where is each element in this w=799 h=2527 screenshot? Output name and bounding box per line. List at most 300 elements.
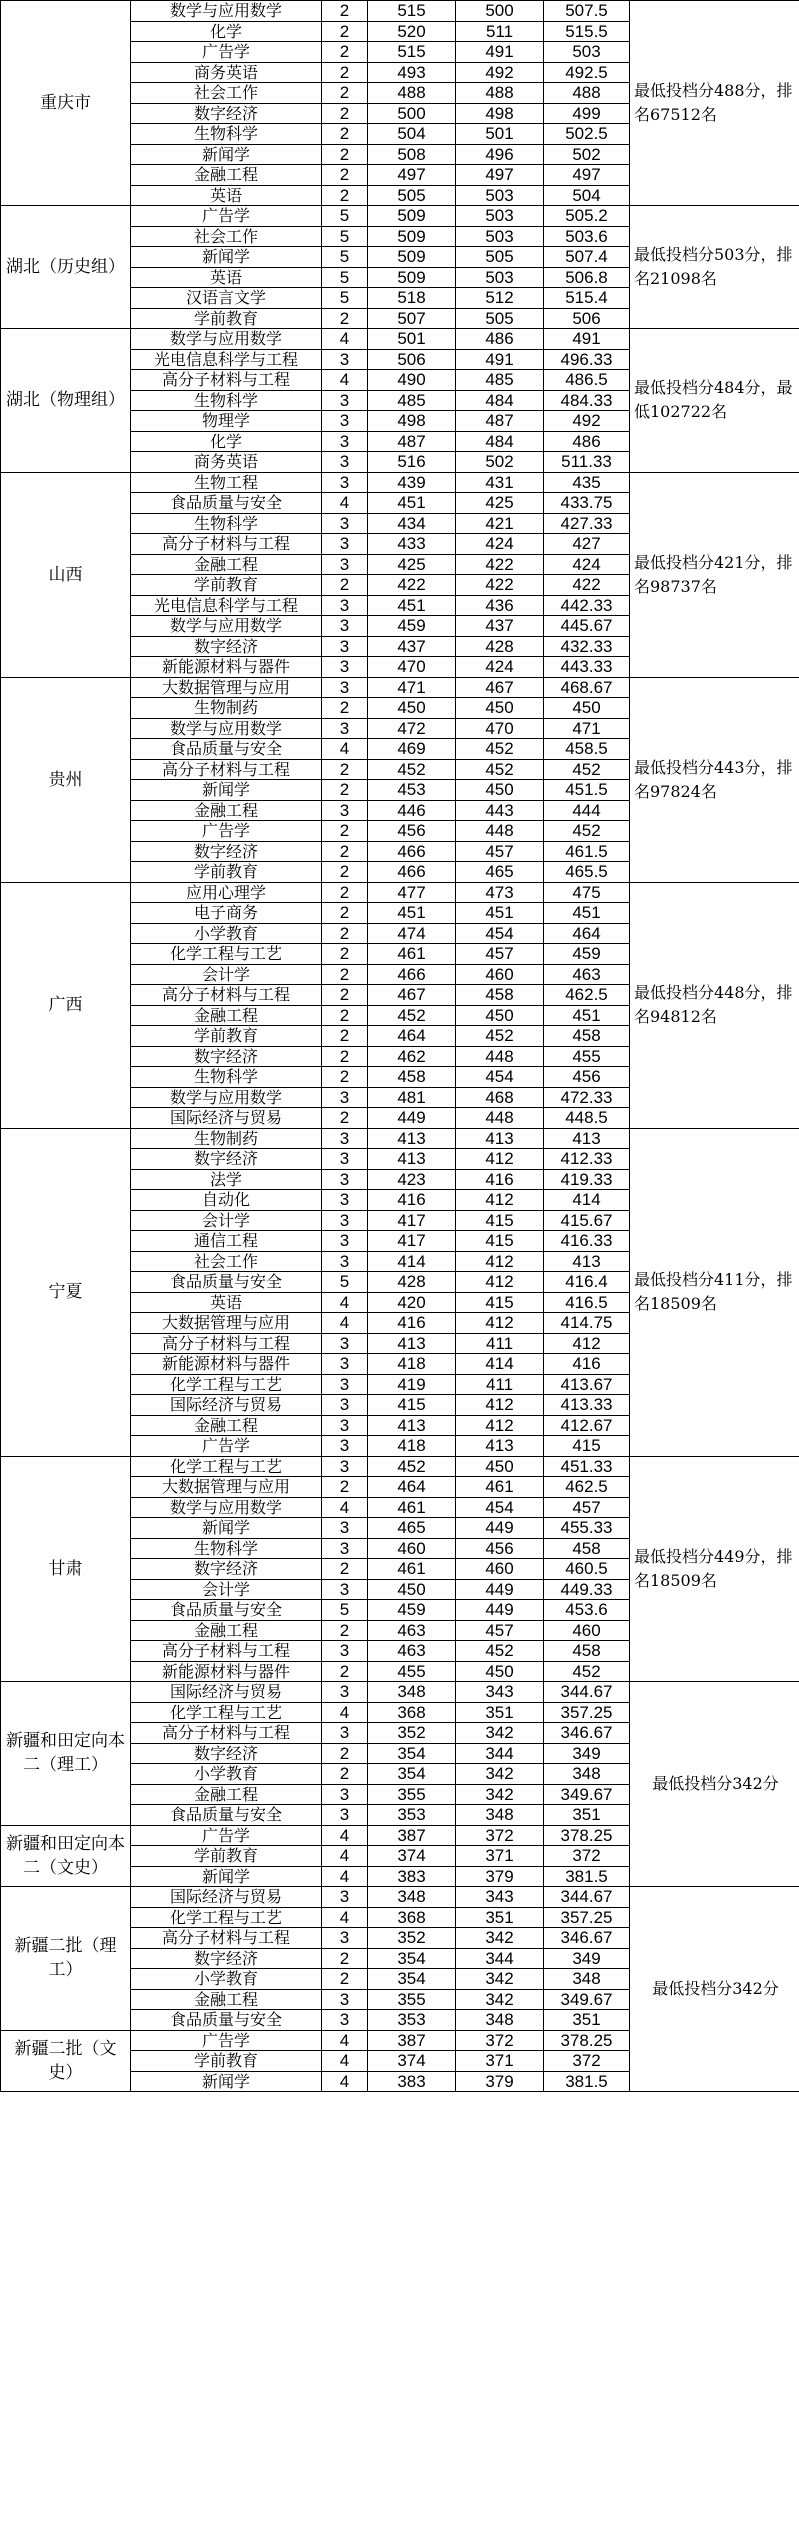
plan-count-cell: 3 — [322, 554, 368, 575]
plan-count-cell: 3 — [322, 1087, 368, 1108]
max-score-cell: 452 — [368, 759, 456, 780]
min-score-cell: 348 — [456, 1805, 544, 1826]
plan-count-cell: 2 — [322, 21, 368, 42]
min-score-cell: 344 — [456, 1948, 544, 1969]
plan-count-cell: 4 — [322, 329, 368, 350]
major-cell: 化学工程与工艺 — [131, 1702, 322, 1723]
avg-score-cell: 472.33 — [544, 1087, 630, 1108]
avg-score-cell: 455 — [544, 1046, 630, 1067]
max-score-cell: 428 — [368, 1272, 456, 1293]
max-score-cell: 455 — [368, 1661, 456, 1682]
plan-count-cell: 2 — [322, 308, 368, 329]
max-score-cell: 485 — [368, 390, 456, 411]
plan-count-cell: 2 — [322, 1764, 368, 1785]
max-score-cell: 467 — [368, 985, 456, 1006]
min-score-cell: 450 — [456, 1661, 544, 1682]
major-cell: 社会工作 — [131, 1251, 322, 1272]
max-score-cell: 508 — [368, 144, 456, 165]
max-score-cell: 348 — [368, 1887, 456, 1908]
major-cell: 数字经济 — [131, 1743, 322, 1764]
avg-score-cell: 378.25 — [544, 1825, 630, 1846]
max-score-cell: 348 — [368, 1682, 456, 1703]
major-cell: 金融工程 — [131, 1620, 322, 1641]
max-score-cell: 449 — [368, 1108, 456, 1129]
table-row — [1, 1887, 799, 1908]
major-cell: 应用心理学 — [131, 882, 322, 903]
plan-count-cell: 3 — [322, 677, 368, 698]
major-cell: 广告学 — [131, 1825, 322, 1846]
min-score-cell: 450 — [456, 1005, 544, 1026]
avg-score-cell: 503 — [544, 42, 630, 63]
major-cell: 新闻学 — [131, 144, 322, 165]
major-cell: 生物制药 — [131, 1128, 322, 1149]
major-cell: 高分子材料与工程 — [131, 1641, 322, 1662]
plan-count-cell: 4 — [322, 1825, 368, 1846]
min-score-cell: 379 — [456, 1866, 544, 1887]
max-score-cell: 470 — [368, 657, 456, 678]
min-score-cell: 468 — [456, 1087, 544, 1108]
min-score-cell: 372 — [456, 2030, 544, 2051]
major-cell: 小学教育 — [131, 1969, 322, 1990]
avg-score-cell: 416.4 — [544, 1272, 630, 1293]
plan-count-cell: 2 — [322, 964, 368, 985]
major-cell: 生物制药 — [131, 698, 322, 719]
max-score-cell: 418 — [368, 1436, 456, 1457]
region-name-cell: 山西 — [1, 472, 131, 677]
min-score-cell: 342 — [456, 1928, 544, 1949]
min-score-cell: 496 — [456, 144, 544, 165]
avg-score-cell: 381.5 — [544, 1866, 630, 1887]
max-score-cell: 461 — [368, 1559, 456, 1580]
avg-score-cell: 451 — [544, 903, 630, 924]
avg-score-cell: 442.33 — [544, 595, 630, 616]
major-cell: 学前教育 — [131, 862, 322, 883]
max-score-cell: 352 — [368, 1723, 456, 1744]
max-score-cell: 498 — [368, 411, 456, 432]
plan-count-cell: 2 — [322, 1743, 368, 1764]
max-score-cell: 487 — [368, 431, 456, 452]
max-score-cell: 490 — [368, 370, 456, 391]
major-cell: 高分子材料与工程 — [131, 1333, 322, 1354]
major-cell: 数字经济 — [131, 1046, 322, 1067]
major-cell: 新闻学 — [131, 247, 322, 268]
plan-count-cell: 3 — [322, 636, 368, 657]
remark-cell: 最低投档分484分，最低102722名 — [630, 329, 799, 473]
major-cell: 金融工程 — [131, 1989, 322, 2010]
min-score-cell: 342 — [456, 1764, 544, 1785]
min-score-cell: 351 — [456, 1702, 544, 1723]
plan-count-cell: 4 — [322, 1292, 368, 1313]
avg-score-cell: 460.5 — [544, 1559, 630, 1580]
avg-score-cell: 372 — [544, 2051, 630, 2072]
max-score-cell: 413 — [368, 1128, 456, 1149]
avg-score-cell: 357.25 — [544, 1702, 630, 1723]
major-cell: 会计学 — [131, 1579, 322, 1600]
max-score-cell: 422 — [368, 575, 456, 596]
plan-count-cell: 5 — [322, 226, 368, 247]
max-score-cell: 469 — [368, 739, 456, 760]
major-cell: 光电信息科学与工程 — [131, 349, 322, 370]
avg-score-cell: 492 — [544, 411, 630, 432]
plan-count-cell: 2 — [322, 62, 368, 83]
plan-count-cell: 4 — [322, 2051, 368, 2072]
major-cell: 金融工程 — [131, 165, 322, 186]
avg-score-cell: 416.33 — [544, 1231, 630, 1252]
plan-count-cell: 4 — [322, 739, 368, 760]
min-score-cell: 431 — [456, 472, 544, 493]
major-cell: 英语 — [131, 185, 322, 206]
max-score-cell: 501 — [368, 329, 456, 350]
major-cell: 生物科学 — [131, 1067, 322, 1088]
plan-count-cell: 3 — [322, 1190, 368, 1211]
plan-count-cell: 3 — [322, 452, 368, 473]
plan-count-cell: 3 — [322, 1928, 368, 1949]
region-name-cell: 湖北（物理组） — [1, 329, 131, 473]
major-cell: 生物科学 — [131, 513, 322, 534]
major-cell: 物理学 — [131, 411, 322, 432]
plan-count-cell: 2 — [322, 1046, 368, 1067]
plan-count-cell: 3 — [322, 431, 368, 452]
avg-score-cell: 452 — [544, 1661, 630, 1682]
major-cell: 会计学 — [131, 1210, 322, 1231]
avg-score-cell: 424 — [544, 554, 630, 575]
max-score-cell: 374 — [368, 2051, 456, 2072]
major-cell: 广告学 — [131, 42, 322, 63]
plan-count-cell: 3 — [322, 1231, 368, 1252]
max-score-cell: 352 — [368, 1928, 456, 1949]
max-score-cell: 463 — [368, 1620, 456, 1641]
min-score-cell: 512 — [456, 288, 544, 309]
plan-count-cell: 2 — [322, 1661, 368, 1682]
min-score-cell: 485 — [456, 370, 544, 391]
table-row — [1, 1, 799, 22]
min-score-cell: 450 — [456, 698, 544, 719]
max-score-cell: 461 — [368, 1497, 456, 1518]
plan-count-cell: 3 — [322, 1887, 368, 1908]
min-score-cell: 428 — [456, 636, 544, 657]
max-score-cell: 497 — [368, 165, 456, 186]
min-score-cell: 449 — [456, 1579, 544, 1600]
plan-count-cell: 4 — [322, 1497, 368, 1518]
major-cell: 学前教育 — [131, 575, 322, 596]
remark-cell: 最低投档分449分，排名18509名 — [630, 1456, 799, 1682]
avg-score-cell: 486 — [544, 431, 630, 452]
min-score-cell: 505 — [456, 308, 544, 329]
min-score-cell: 488 — [456, 83, 544, 104]
major-cell: 数学与应用数学 — [131, 718, 322, 739]
min-score-cell: 452 — [456, 759, 544, 780]
region-name-cell: 新疆二批（文史） — [1, 2030, 131, 2092]
major-cell: 食品质量与安全 — [131, 1805, 322, 1826]
major-cell: 化学工程与工艺 — [131, 1456, 322, 1477]
table-row — [1, 1682, 799, 1703]
major-cell: 数字经济 — [131, 1948, 322, 1969]
major-cell: 金融工程 — [131, 1005, 322, 1026]
max-score-cell: 509 — [368, 247, 456, 268]
min-score-cell: 413 — [456, 1128, 544, 1149]
major-cell: 社会工作 — [131, 226, 322, 247]
plan-count-cell: 2 — [322, 144, 368, 165]
remark-cell: 最低投档分443分，排名97824名 — [630, 677, 799, 882]
avg-score-cell: 357.25 — [544, 1907, 630, 1928]
region-name-cell: 新疆和田定向本二（文史） — [1, 1825, 131, 1887]
min-score-cell: 414 — [456, 1354, 544, 1375]
major-cell: 数字经济 — [131, 636, 322, 657]
remark-cell: 最低投档分421分，排名98737名 — [630, 472, 799, 677]
min-score-cell: 416 — [456, 1169, 544, 1190]
avg-score-cell: 459 — [544, 944, 630, 965]
avg-score-cell: 415 — [544, 1436, 630, 1457]
plan-count-cell: 3 — [322, 513, 368, 534]
remark-cell: 最低投档分342分 — [630, 1887, 799, 2092]
max-score-cell: 387 — [368, 2030, 456, 2051]
max-score-cell: 509 — [368, 267, 456, 288]
min-score-cell: 497 — [456, 165, 544, 186]
major-cell: 广告学 — [131, 2030, 322, 2051]
plan-count-cell: 2 — [322, 1005, 368, 1026]
max-score-cell: 488 — [368, 83, 456, 104]
min-score-cell: 371 — [456, 2051, 544, 2072]
avg-score-cell: 414.75 — [544, 1313, 630, 1334]
major-cell: 金融工程 — [131, 554, 322, 575]
avg-score-cell: 346.67 — [544, 1928, 630, 1949]
min-score-cell: 415 — [456, 1210, 544, 1231]
min-score-cell: 411 — [456, 1333, 544, 1354]
max-score-cell: 500 — [368, 103, 456, 124]
avg-score-cell: 351 — [544, 1805, 630, 1826]
avg-score-cell: 458 — [544, 1641, 630, 1662]
avg-score-cell: 451.5 — [544, 780, 630, 801]
plan-count-cell: 2 — [322, 985, 368, 1006]
max-score-cell: 518 — [368, 288, 456, 309]
avg-score-cell: 484.33 — [544, 390, 630, 411]
major-cell: 生物工程 — [131, 472, 322, 493]
avg-score-cell: 372 — [544, 1846, 630, 1867]
max-score-cell: 414 — [368, 1251, 456, 1272]
major-cell: 数学与应用数学 — [131, 1087, 322, 1108]
plan-count-cell: 5 — [322, 1600, 368, 1621]
max-score-cell: 507 — [368, 308, 456, 329]
min-score-cell: 344 — [456, 1743, 544, 1764]
min-score-cell: 511 — [456, 21, 544, 42]
plan-count-cell: 3 — [322, 2010, 368, 2031]
major-cell: 高分子材料与工程 — [131, 1723, 322, 1744]
avg-score-cell: 349.67 — [544, 1784, 630, 1805]
min-score-cell: 343 — [456, 1887, 544, 1908]
avg-score-cell: 349 — [544, 1743, 630, 1764]
max-score-cell: 416 — [368, 1190, 456, 1211]
major-cell: 新闻学 — [131, 1866, 322, 1887]
major-cell: 生物科学 — [131, 124, 322, 145]
avg-score-cell: 462.5 — [544, 985, 630, 1006]
plan-count-cell: 3 — [322, 349, 368, 370]
major-cell: 学前教育 — [131, 2051, 322, 2072]
avg-score-cell: 455.33 — [544, 1518, 630, 1539]
max-score-cell: 383 — [368, 1866, 456, 1887]
avg-score-cell: 468.67 — [544, 677, 630, 698]
plan-count-cell: 3 — [322, 657, 368, 678]
major-cell: 数字经济 — [131, 1559, 322, 1580]
min-score-cell: 505 — [456, 247, 544, 268]
min-score-cell: 415 — [456, 1292, 544, 1313]
major-cell: 食品质量与安全 — [131, 1272, 322, 1293]
min-score-cell: 451 — [456, 903, 544, 924]
plan-count-cell: 3 — [322, 1169, 368, 1190]
max-score-cell: 423 — [368, 1169, 456, 1190]
avg-score-cell: 433.75 — [544, 493, 630, 514]
min-score-cell: 454 — [456, 1067, 544, 1088]
major-cell: 国际经济与贸易 — [131, 1682, 322, 1703]
min-score-cell: 454 — [456, 923, 544, 944]
max-score-cell: 420 — [368, 1292, 456, 1313]
min-score-cell: 460 — [456, 1559, 544, 1580]
min-score-cell: 498 — [456, 103, 544, 124]
avg-score-cell: 497 — [544, 165, 630, 186]
major-cell: 数字经济 — [131, 1149, 322, 1170]
max-score-cell: 504 — [368, 124, 456, 145]
plan-count-cell: 2 — [322, 165, 368, 186]
avg-score-cell: 465.5 — [544, 862, 630, 883]
plan-count-cell: 4 — [322, 493, 368, 514]
min-score-cell: 412 — [456, 1272, 544, 1293]
max-score-cell: 354 — [368, 1743, 456, 1764]
max-score-cell: 437 — [368, 636, 456, 657]
plan-count-cell: 3 — [322, 1518, 368, 1539]
max-score-cell: 453 — [368, 780, 456, 801]
avg-score-cell: 506.8 — [544, 267, 630, 288]
avg-score-cell: 515.4 — [544, 288, 630, 309]
min-score-cell: 343 — [456, 1682, 544, 1703]
major-cell: 数学与应用数学 — [131, 1497, 322, 1518]
plan-count-cell: 2 — [322, 923, 368, 944]
max-score-cell: 452 — [368, 1005, 456, 1026]
max-score-cell: 419 — [368, 1374, 456, 1395]
major-cell: 商务英语 — [131, 62, 322, 83]
max-score-cell: 460 — [368, 1538, 456, 1559]
avg-score-cell: 453.6 — [544, 1600, 630, 1621]
major-cell: 国际经济与贸易 — [131, 1108, 322, 1129]
major-cell: 化学 — [131, 21, 322, 42]
min-score-cell: 422 — [456, 575, 544, 596]
min-score-cell: 473 — [456, 882, 544, 903]
min-score-cell: 503 — [456, 206, 544, 227]
avg-score-cell: 443.33 — [544, 657, 630, 678]
min-score-cell: 371 — [456, 1846, 544, 1867]
major-cell: 大数据管理与应用 — [131, 1477, 322, 1498]
avg-score-cell: 462.5 — [544, 1477, 630, 1498]
plan-count-cell: 3 — [322, 1682, 368, 1703]
max-score-cell: 456 — [368, 821, 456, 842]
max-score-cell: 450 — [368, 1579, 456, 1600]
min-score-cell: 487 — [456, 411, 544, 432]
max-score-cell: 417 — [368, 1210, 456, 1231]
plan-count-cell: 3 — [322, 1354, 368, 1375]
min-score-cell: 342 — [456, 1969, 544, 1990]
avg-score-cell: 499 — [544, 103, 630, 124]
max-score-cell: 413 — [368, 1415, 456, 1436]
plan-count-cell: 3 — [322, 1395, 368, 1416]
major-cell: 广告学 — [131, 1436, 322, 1457]
max-score-cell: 459 — [368, 1600, 456, 1621]
plan-count-cell: 3 — [322, 595, 368, 616]
plan-count-cell: 3 — [322, 1251, 368, 1272]
major-cell: 生物科学 — [131, 390, 322, 411]
min-score-cell: 424 — [456, 657, 544, 678]
min-score-cell: 412 — [456, 1190, 544, 1211]
max-score-cell: 472 — [368, 718, 456, 739]
plan-count-cell: 2 — [322, 780, 368, 801]
min-score-cell: 449 — [456, 1518, 544, 1539]
major-cell: 法学 — [131, 1169, 322, 1190]
max-score-cell: 466 — [368, 841, 456, 862]
major-cell: 金融工程 — [131, 1784, 322, 1805]
max-score-cell: 354 — [368, 1948, 456, 1969]
max-score-cell: 383 — [368, 2071, 456, 2092]
major-cell: 数学与应用数学 — [131, 1, 322, 22]
major-cell: 大数据管理与应用 — [131, 677, 322, 698]
avg-score-cell: 450 — [544, 698, 630, 719]
min-score-cell: 413 — [456, 1436, 544, 1457]
max-score-cell: 515 — [368, 1, 456, 22]
avg-score-cell: 422 — [544, 575, 630, 596]
min-score-cell: 503 — [456, 226, 544, 247]
plan-count-cell: 3 — [322, 1784, 368, 1805]
plan-count-cell: 2 — [322, 1477, 368, 1498]
major-cell: 食品质量与安全 — [131, 739, 322, 760]
plan-count-cell: 4 — [322, 1866, 368, 1887]
region-name-cell: 湖北（历史组） — [1, 206, 131, 329]
max-score-cell: 418 — [368, 1354, 456, 1375]
major-cell: 生物科学 — [131, 1538, 322, 1559]
plan-count-cell: 3 — [322, 1210, 368, 1231]
major-cell: 食品质量与安全 — [131, 2010, 322, 2031]
min-score-cell: 503 — [456, 185, 544, 206]
remark-cell: 最低投档分342分 — [630, 1682, 799, 1887]
table-row — [1, 677, 799, 698]
avg-score-cell: 507.4 — [544, 247, 630, 268]
max-score-cell: 353 — [368, 1805, 456, 1826]
max-score-cell: 516 — [368, 452, 456, 473]
avg-score-cell: 486.5 — [544, 370, 630, 391]
avg-score-cell: 416.5 — [544, 1292, 630, 1313]
major-cell: 数字经济 — [131, 103, 322, 124]
min-score-cell: 452 — [456, 739, 544, 760]
table-row — [1, 1128, 799, 1149]
min-score-cell: 437 — [456, 616, 544, 637]
region-name-cell: 重庆市 — [1, 1, 131, 206]
max-score-cell: 451 — [368, 595, 456, 616]
avg-score-cell: 506 — [544, 308, 630, 329]
major-cell: 数学与应用数学 — [131, 329, 322, 350]
plan-count-cell: 4 — [322, 2030, 368, 2051]
max-score-cell: 434 — [368, 513, 456, 534]
plan-count-cell: 3 — [322, 1149, 368, 1170]
min-score-cell: 450 — [456, 1456, 544, 1477]
avg-score-cell: 488 — [544, 83, 630, 104]
major-cell: 会计学 — [131, 964, 322, 985]
plan-count-cell: 3 — [322, 1641, 368, 1662]
remark-cell: 最低投档分488分，排名67512名 — [630, 1, 799, 206]
major-cell: 金融工程 — [131, 800, 322, 821]
avg-score-cell: 445.67 — [544, 616, 630, 637]
plan-count-cell: 2 — [322, 882, 368, 903]
plan-count-cell: 3 — [322, 1723, 368, 1744]
region-name-cell: 宁夏 — [1, 1128, 131, 1456]
min-score-cell: 503 — [456, 267, 544, 288]
plan-count-cell: 3 — [322, 1436, 368, 1457]
min-score-cell: 372 — [456, 1825, 544, 1846]
plan-count-cell: 3 — [322, 390, 368, 411]
